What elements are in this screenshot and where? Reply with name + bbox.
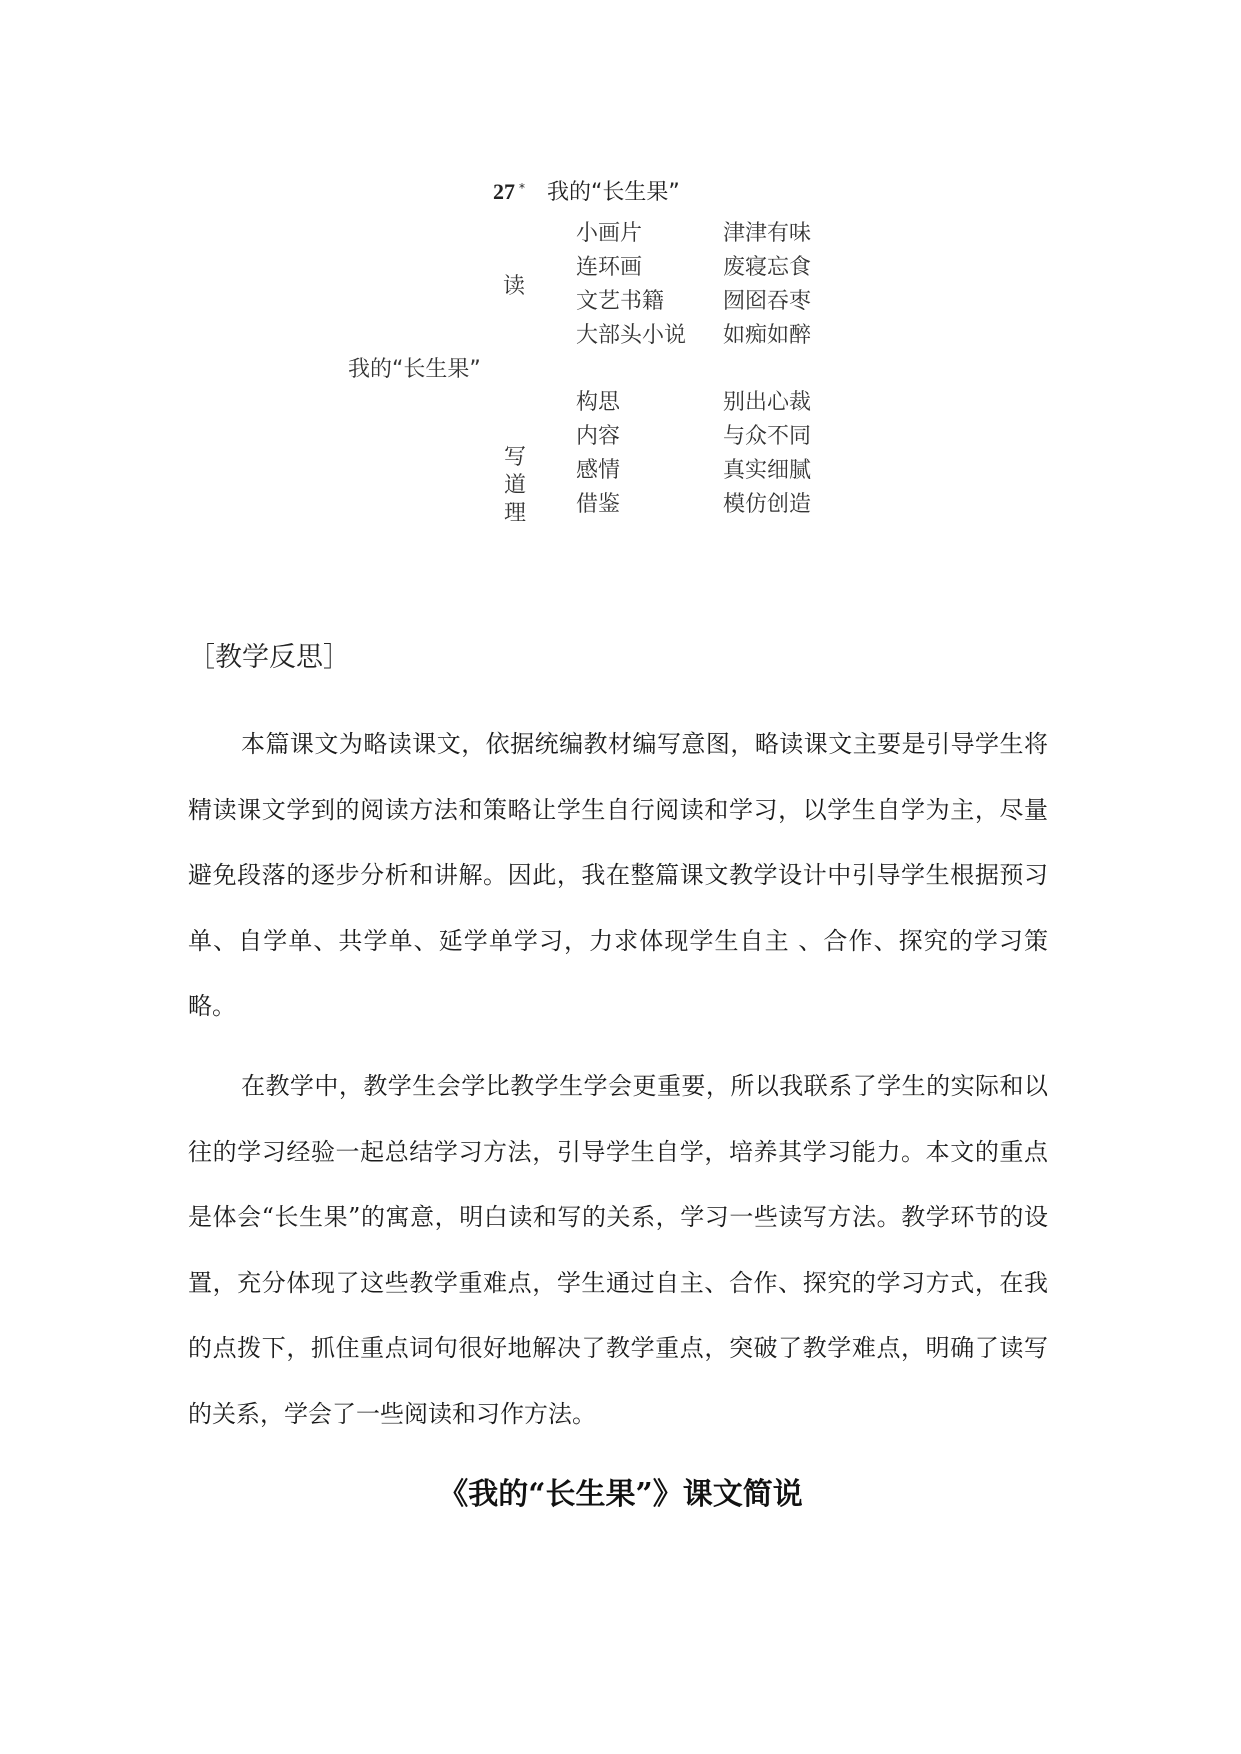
board-read-label: 读: [503, 274, 526, 299]
lesson-title: 我的“长生果”: [547, 180, 680, 205]
read-item: 津津有味: [723, 221, 812, 246]
board-write-label: [503, 444, 527, 528]
read-items-left: [576, 217, 686, 353]
read-item: 大部头小说: [576, 323, 687, 348]
write-label-char: 理: [503, 501, 526, 526]
read-item: 囫囵吞枣: [723, 289, 812, 314]
write-item: 构思: [576, 390, 621, 415]
write-item: 借鉴: [576, 492, 621, 517]
write-items-left: [576, 386, 620, 522]
read-items-right: [723, 217, 811, 353]
board-root-label: 我的“长生果”: [348, 357, 481, 382]
read-item: 小画片: [576, 221, 643, 246]
lesson-marker: *: [519, 181, 525, 195]
board-header: [493, 177, 680, 207]
write-item: 感情: [576, 458, 621, 483]
section-heading: ［教学反思］: [188, 642, 350, 673]
read-item: 废寝忘食: [723, 255, 812, 280]
write-item: 与众不同: [723, 424, 812, 449]
write-item: 内容: [576, 424, 621, 449]
read-item: 如痴如醉: [723, 323, 812, 348]
write-item: 真实细腻: [723, 458, 812, 483]
write-item: 别出心裁: [723, 390, 812, 415]
next-section-title: 《我的“长生果”》课文简说: [438, 1477, 803, 1512]
paragraph: 本篇课文为略读课文，依据统编教材编写意图，略读课文主要是引导学生将精读课文学到的阅读方法和策略让学生自行阅读和学习，以学生自学为主，尽量避免段落的逐步分析和讲解。因此，我在整篇课文教学设计中引导学生根据预习单、自学单、共学单、延学单学习，力求体现学生自主 、合作、探究的学习策略。: [188, 730, 1048, 1020]
write-items-right: [723, 386, 811, 522]
read-item: 连环画: [576, 255, 643, 280]
read-item: 文艺书籍: [576, 289, 665, 314]
lesson-number: 27: [493, 179, 515, 204]
write-item: 模仿创造: [723, 492, 812, 517]
write-label-char: 写: [503, 445, 526, 470]
write-label-char: 道: [503, 473, 526, 498]
paragraph: 在教学中，教学生会学比教学生学会更重要，所以我联系了学生的实际和以往的学习经验一起总结学习方法，引导学生自学，培养其学习能力。本文的重点是体会“长生果”的寓意，明白读和写的关系，学习一些读写方法。教学环节的设置，充分体现了这些教学重难点，学生通过自主、合作、探究的学习方式，在我的点拨下，抓住重点词句很好地解决了教学重点，突破了教学难点，明确了读写的关系，学会了一些阅读和习作方法。: [188, 1072, 1048, 1428]
